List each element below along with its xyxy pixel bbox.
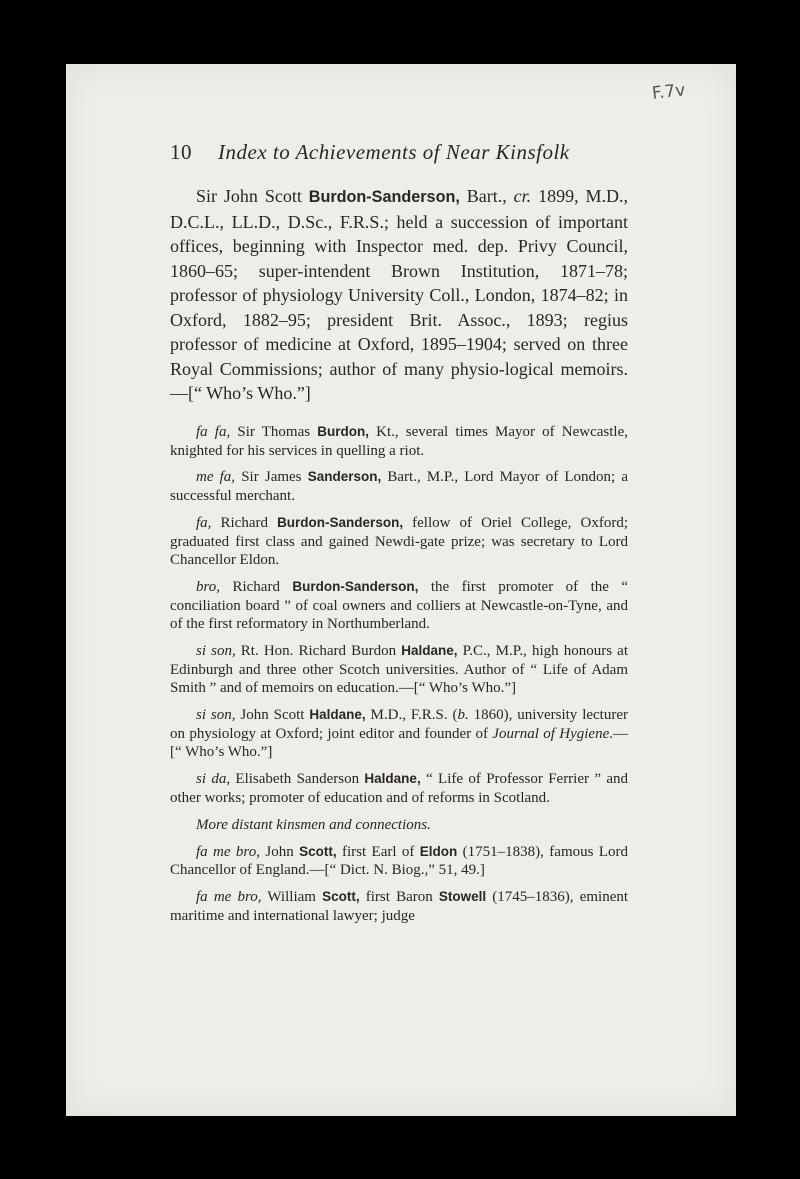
entry-relation: si son, (196, 643, 236, 660)
entry-after: Bart., M.P., Lord Mayor of London; a successful merchant. (170, 469, 628, 505)
entry-relation: bro, (196, 579, 221, 596)
entry-before: Richard (220, 579, 293, 596)
entry-name: Burdon, (317, 424, 369, 439)
entry (170, 514, 628, 570)
entry (170, 888, 628, 925)
entry-name: Scott, (299, 843, 337, 859)
entry-relation: fa fa, (196, 424, 231, 440)
entry-name: Scott, (322, 889, 360, 905)
entry-after: the first promoter of the “ conciliation board ” of coal owners and colliers at Newcastle-on-Tyne, and of the first reformatory in Northumberland. (170, 579, 629, 633)
entry-after: (1745–1836), eminent maritime and international lawyer; judge (170, 889, 629, 924)
entry-born: b. (457, 707, 469, 724)
entry-after3: .—[“ Who’s Who.”] (170, 725, 628, 761)
entry (170, 578, 628, 634)
page-title: Index to Achievements of Near Kinsfolk (218, 140, 570, 164)
entry-name: Burdon-Sanderson, (292, 579, 419, 595)
entry-relation: me fa, (196, 469, 236, 486)
lead-prefix: Sir John Scott (196, 186, 309, 206)
entry-name: Burdon-Sanderson, (277, 514, 404, 530)
entry (170, 706, 628, 762)
entry-after: M.D., F.R.S. ( (365, 707, 458, 724)
running-header (170, 140, 570, 165)
lead-paragraph (170, 184, 628, 406)
lead-rest: 1899, M.D., D.C.L., LL.D., D.Sc., F.R.S.; held a succession of important offices, beginning with Inspector med. dep. Privy Council, 1860–65; super-intendent Brown Institution, 1871–78; professor of physiology University Coll., London, 1874–82; in Oxford, 1882–95; president Brit. Assoc., 1893; regius professor of medicine at Oxford, 1895–1904; served on three Royal Commissions; author of many physio-logical memoirs.—[“ Who’s Who.”] (170, 186, 628, 403)
entry-before: Elisabeth Sanderson (230, 771, 365, 788)
entry-name: Sanderson, (307, 469, 382, 485)
lead-paragraph-block (170, 184, 628, 406)
entry-relation: si son, (196, 707, 236, 724)
entry-name: Haldane, (401, 643, 458, 659)
entry-relation: si da, (196, 771, 231, 788)
entry-before: John Scott (235, 707, 310, 724)
entry (170, 642, 628, 698)
entry-title-name: Eldon (419, 843, 458, 859)
lead-pre-cr: Bart., (459, 186, 514, 206)
entry-after: (1751–1838), famous Lord Chancellor of England.—[“ Dict. N. Biog.,” 51, 49.] (170, 843, 628, 879)
entry-mid: first Baron (359, 889, 439, 906)
kinsfolk-entries (170, 423, 628, 934)
entry-mid: first Earl of (336, 843, 420, 860)
section-heading: More distant kinsmen and connections. (196, 816, 431, 833)
entry (170, 843, 628, 880)
page-number: 10 (170, 140, 192, 164)
entry-after: “ Life of Professor Ferrier ” and other works; promoter of education and of reforms in Scotland. (170, 771, 628, 806)
entry-after: P.C., M.P., high honours at Edinburgh and three other Scotch universities. Author of “ Life of Adam Smith ” and of memoirs on education.—[“ Who’s Who.”] (170, 643, 629, 697)
entry-before: John (259, 843, 300, 860)
entry-journal: Journal of Hygiene (492, 725, 610, 742)
entry-name: Haldane, (364, 771, 421, 787)
entry-title-name: Stowell (438, 889, 487, 905)
entry-relation: fa me bro, (196, 889, 262, 906)
lead-name: Burdon-Sanderson, (308, 188, 460, 206)
entry-before: Rt. Hon. Richard Burdon (235, 643, 402, 660)
entry (170, 423, 628, 460)
entry-after2: 1860), university lecturer on physiology at Oxford; joint editor and founder of (170, 707, 628, 742)
entry-before: Sir Thomas (230, 424, 318, 440)
entry-relation: fa me bro, (196, 843, 260, 860)
entry-before: Sir James (235, 469, 308, 486)
entry-before: Richard (211, 514, 278, 531)
entry-before: William (261, 889, 323, 906)
entry-after: fellow of Oriel College, Oxford; graduated first class and gained Newdi-gate prize; was secretary to Lord Chancellor Eldon. (170, 514, 628, 569)
lead-cr: cr. (513, 186, 532, 206)
entry-after: Kt., several times Mayor of Newcastle, knighted for his services in quelling a riot. (170, 424, 628, 459)
handwritten-annotation: F.7v (651, 80, 687, 104)
entry (170, 468, 628, 505)
entry (170, 770, 628, 807)
entry-name: Haldane, (309, 707, 366, 723)
entry-relation: fa, (196, 514, 212, 531)
